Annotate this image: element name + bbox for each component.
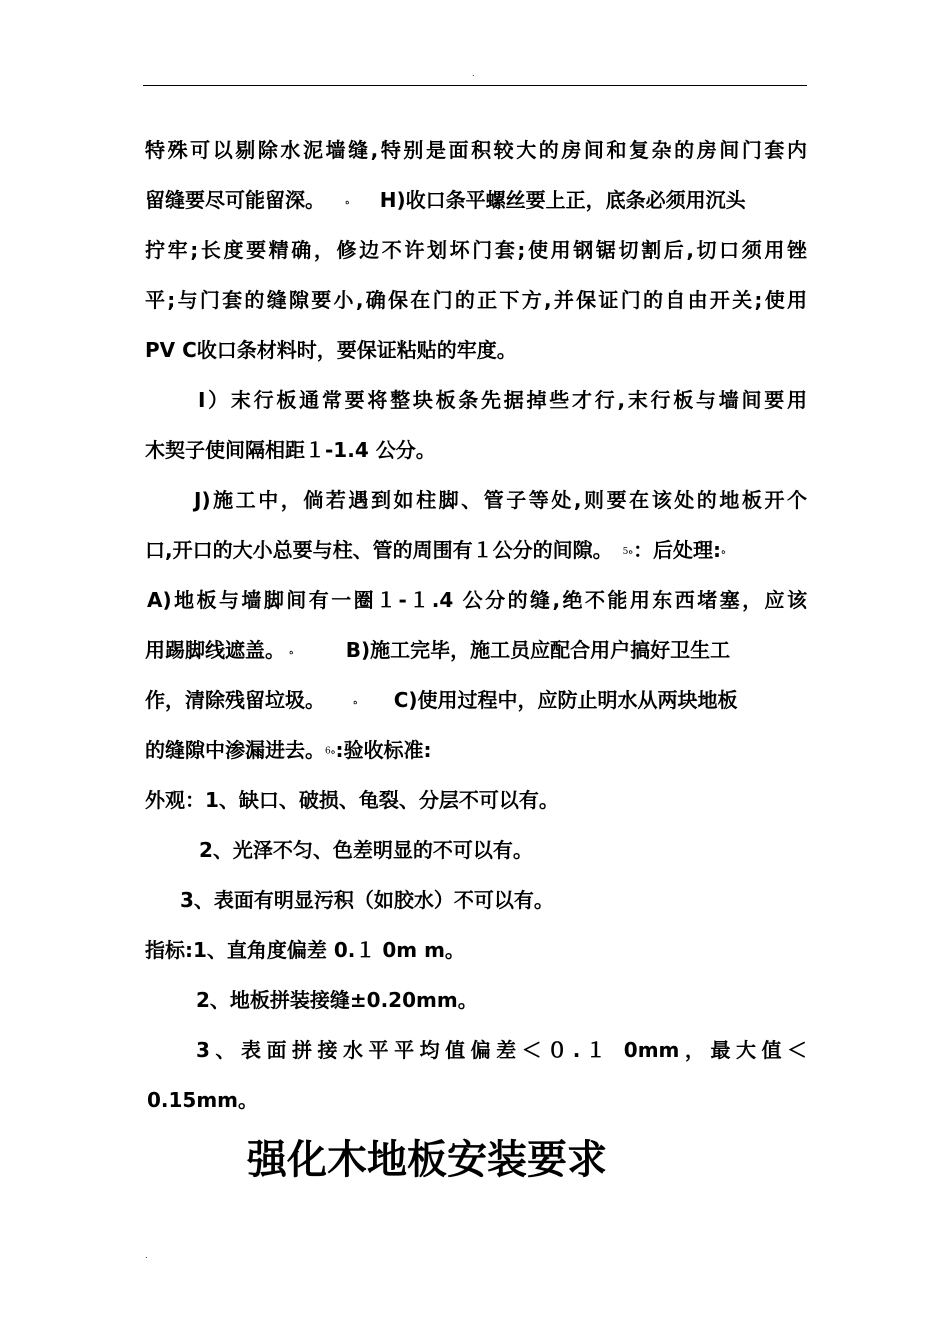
tab-glyph: ﻩ [628,546,634,557]
text-line: PV C收口条材料时，要保证粘贴的牢度。 [145,338,517,362]
text-run: B)施工完毕，施工员应配合用户搞好卫生工 [345,638,731,662]
text-line: 2、光泽不匀、色差明显的不可以有。 [199,838,533,862]
text-line: 3、表面有明显污积（如胶水）不可以有。 [180,888,554,912]
text-line: 木契子使间隔相距１-1.4 公分。 [145,438,436,462]
text-line [145,537,807,565]
text-line: 3、表面拼接水平平均值偏差＜０.１ 0mm，最大值＜ [196,1038,807,1062]
header-mark: . [472,69,475,78]
text-run: 留缝要尽可能留深。 [145,188,325,212]
text-line: 特殊可以剔除水泥墙缝,特别是面积较大的房间和复杂的房间门套内 [145,138,807,162]
text-line [145,687,807,715]
text-run: H)收口条平螺丝要上正，底条必须用沉头 [379,188,746,212]
list-number: 5 [622,546,629,557]
text-run: ：后处理: [633,538,722,562]
text-line: I）末行板通常要将整块板条先据掉些才行,末行板与墙间要用 [198,388,807,412]
tab-glyph: ﻩ [330,746,336,757]
text-run: C)使用过程中，应防止明水从两块地板 [393,688,738,712]
text-line [145,187,807,215]
text-run: 用踢脚线遮盖。 [145,638,285,662]
text-line [145,737,807,765]
tab-glyph: ﻩ [345,196,350,207]
text-line: 外观：1、缺口、破损、龟裂、分层不可以有。 [145,788,559,812]
section-title: 强化木地板安装要求 [247,1137,607,1183]
text-run: 口,开口的大小总要与柱、管的周围有１公分的间隙。 [145,538,613,562]
text-run: :验收标准: [335,738,432,762]
tab-glyph: ﻩ [721,546,726,557]
text-run: 的缝隙中渗漏进去。 [145,738,325,762]
tab-glyph: ﻩ [289,646,294,657]
text-line: J)施工中，倘若遇到如柱脚、管子等处,则要在该处的地板开个 [194,488,807,512]
text-line: 平;与门套的缝隙要小,确保在门的正下方,并保证门的自由开关;使用 [145,288,807,312]
text-line: 2、地板拼装接缝±0.20mm。 [196,988,478,1012]
text-line: 指标:1、直角度偏差 0.１ 0m m。 [145,938,465,962]
tab-glyph: ﻩ [353,696,358,707]
text-line: A)地板与墙脚间有一圈１-１.4 公分的缝,绝不能用东西堵塞，应该 [147,588,807,612]
header-rule [143,85,807,86]
text-line: 0.15mm。 [147,1088,259,1112]
list-number: 6 [325,746,331,757]
text-run: 作，清除残留垃圾。 [145,688,325,712]
text-line [145,637,807,665]
text-line: 拧牢;长度要精确，修边不许划坏门套;使用钢锯切割后,切口须用锉 [145,238,807,262]
footer-mark: . [145,1251,148,1260]
